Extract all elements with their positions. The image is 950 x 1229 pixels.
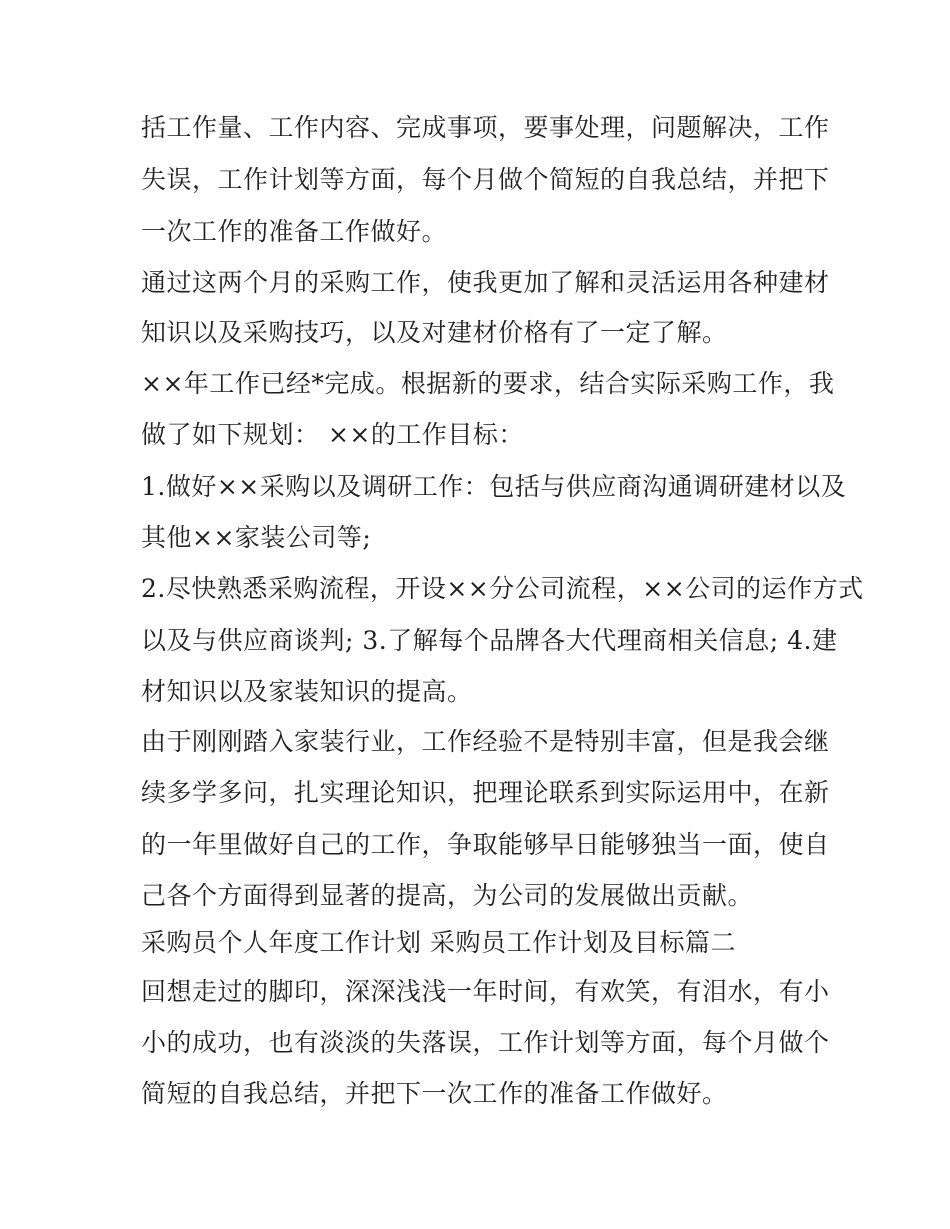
paragraph-line-18: 回想走过的脚印，深深浅浅一年时间，有欢笑，有泪水，有小 xyxy=(141,977,830,1006)
paragraph-line-11: 以及与供应商谈判; 3.了解每个品牌各大代理商相关信息; 4.建 xyxy=(141,626,838,655)
paragraph-line-12: 材知识以及家装知识的提高。 xyxy=(141,677,473,706)
paragraph-line-9: 其他××家装公司等; xyxy=(141,523,372,552)
paragraph-line-6: ××年工作已经*完成。根据新的要求，结合实际采购工作，我 xyxy=(141,369,835,398)
paragraph-line-5: 知识以及采购技巧，以及对建材价格有了一定了解。 xyxy=(141,318,728,347)
paragraph-line-14: 续多学多问，扎实理论知识，把理论联系到实际运用中，在新 xyxy=(141,778,830,807)
paragraph-line-10: 2.尽快熟悉采购流程，开设××分公司流程，××公司的运作方式 xyxy=(141,574,864,603)
paragraph-line-3: 一次工作的准备工作做好。 xyxy=(141,217,448,246)
paragraph-line-13: 由于刚刚踏入家装行业，工作经验不是特别丰富，但是我会继 xyxy=(141,727,830,756)
paragraph-line-8: 1.做好××采购以及调研工作：包括与供应商沟通调研建材以及 xyxy=(141,472,847,501)
paragraph-line-7: 做了如下规划： ××的工作目标： xyxy=(141,420,524,449)
paragraph-line-15: 的一年里做好自己的工作，争取能够早日能够独当一面，使自 xyxy=(141,830,830,859)
section-heading: 采购员个人年度工作计划 采购员工作计划及目标篇二 xyxy=(141,928,736,957)
paragraph-line-19: 小的成功，也有淡淡的失落误，工作计划等方面，每个月做个 xyxy=(141,1028,830,1057)
paragraph-line-20: 简短的自我总结，并把下一次工作的准备工作做好。 xyxy=(141,1079,728,1108)
paragraph-line-2: 失误，工作计划等方面，每个月做个简短的自我总结，并把下 xyxy=(141,165,830,194)
paragraph-line-4: 通过这两个月的采购工作，使我更加了解和灵活运用各种建材 xyxy=(141,268,830,297)
paragraph-line-16: 己各个方面得到显著的提高，为公司的发展做出贡献。 xyxy=(141,881,754,910)
paragraph-line-1: 括工作量、工作内容、完成事项，要事处理，问题解决，工作 xyxy=(141,113,830,142)
